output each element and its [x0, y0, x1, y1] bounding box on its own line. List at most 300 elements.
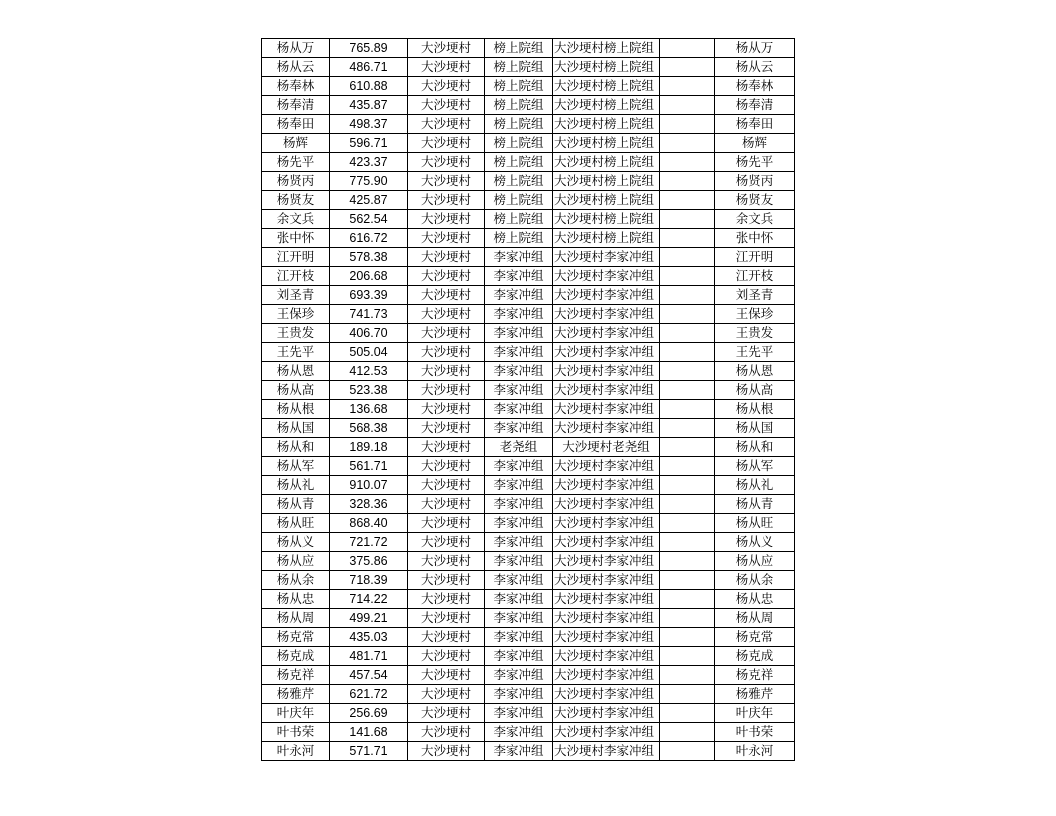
cell-name: 刘圣青 — [262, 286, 330, 305]
cell-name: 杨从义 — [262, 533, 330, 552]
cell-group: 李家冲组 — [485, 248, 553, 267]
cell-blank — [660, 400, 715, 419]
cell-blank — [660, 286, 715, 305]
cell-full-address: 大沙埂村李家冲组 — [553, 628, 660, 647]
cell-blank — [660, 647, 715, 666]
cell-village: 大沙埂村 — [408, 96, 485, 115]
cell-area: 562.54 — [330, 210, 408, 229]
cell-full-address: 大沙埂村李家冲组 — [553, 590, 660, 609]
cell-area: 596.71 — [330, 134, 408, 153]
cell-area: 765.89 — [330, 39, 408, 58]
cell-name: 杨从和 — [262, 438, 330, 457]
cell-name: 杨辉 — [262, 134, 330, 153]
table-row — [262, 476, 795, 495]
cell-blank — [660, 362, 715, 381]
cell-village: 大沙埂村 — [408, 248, 485, 267]
cell-blank — [660, 153, 715, 172]
cell-name: 叶书荣 — [262, 723, 330, 742]
cell-owner: 杨奉田 — [715, 115, 795, 134]
cell-group: 李家冲组 — [485, 742, 553, 761]
cell-owner: 叶永河 — [715, 742, 795, 761]
cell-blank — [660, 172, 715, 191]
cell-group: 榜上院组 — [485, 115, 553, 134]
cell-group: 李家冲组 — [485, 305, 553, 324]
cell-blank — [660, 267, 715, 286]
cell-village: 大沙埂村 — [408, 723, 485, 742]
cell-area: 693.39 — [330, 286, 408, 305]
cell-full-address: 大沙埂村李家冲组 — [553, 666, 660, 685]
cell-group: 榜上院组 — [485, 191, 553, 210]
cell-village: 大沙埂村 — [408, 77, 485, 96]
cell-full-address: 大沙埂村李家冲组 — [553, 476, 660, 495]
cell-name: 杨从根 — [262, 400, 330, 419]
cell-blank — [660, 96, 715, 115]
cell-full-address: 大沙埂村老尧组 — [553, 438, 660, 457]
cell-name: 张中怀 — [262, 229, 330, 248]
cell-village: 大沙埂村 — [408, 115, 485, 134]
cell-owner: 杨从忠 — [715, 590, 795, 609]
table-row — [262, 134, 795, 153]
cell-village: 大沙埂村 — [408, 457, 485, 476]
table-row — [262, 552, 795, 571]
cell-owner: 杨从余 — [715, 571, 795, 590]
cell-area: 435.03 — [330, 628, 408, 647]
cell-name: 余文兵 — [262, 210, 330, 229]
table-row — [262, 343, 795, 362]
cell-area: 718.39 — [330, 571, 408, 590]
cell-village: 大沙埂村 — [408, 343, 485, 362]
cell-blank — [660, 381, 715, 400]
cell-area: 481.71 — [330, 647, 408, 666]
table-row — [262, 210, 795, 229]
cell-name: 江开明 — [262, 248, 330, 267]
cell-area: 616.72 — [330, 229, 408, 248]
cell-village: 大沙埂村 — [408, 704, 485, 723]
cell-village: 大沙埂村 — [408, 647, 485, 666]
cell-full-address: 大沙埂村李家冲组 — [553, 381, 660, 400]
table-row — [262, 438, 795, 457]
cell-owner: 杨从应 — [715, 552, 795, 571]
cell-group: 李家冲组 — [485, 286, 553, 305]
cell-group: 李家冲组 — [485, 685, 553, 704]
cell-full-address: 大沙埂村李家冲组 — [553, 400, 660, 419]
table-row — [262, 267, 795, 286]
cell-village: 大沙埂村 — [408, 628, 485, 647]
cell-owner: 杨从礼 — [715, 476, 795, 495]
cell-area: 328.36 — [330, 495, 408, 514]
cell-owner: 杨从高 — [715, 381, 795, 400]
cell-village: 大沙埂村 — [408, 495, 485, 514]
table-row — [262, 362, 795, 381]
table-row — [262, 514, 795, 533]
cell-name: 杨从云 — [262, 58, 330, 77]
cell-owner: 刘圣青 — [715, 286, 795, 305]
cell-village: 大沙埂村 — [408, 39, 485, 58]
cell-owner: 杨从青 — [715, 495, 795, 514]
cell-area: 721.72 — [330, 533, 408, 552]
table-row — [262, 609, 795, 628]
cell-area: 435.87 — [330, 96, 408, 115]
cell-group: 李家冲组 — [485, 381, 553, 400]
cell-owner: 王先平 — [715, 343, 795, 362]
cell-blank — [660, 723, 715, 742]
cell-name: 杨从国 — [262, 419, 330, 438]
cell-blank — [660, 191, 715, 210]
cell-area: 621.72 — [330, 685, 408, 704]
cell-village: 大沙埂村 — [408, 58, 485, 77]
cell-name: 杨奉清 — [262, 96, 330, 115]
cell-area: 457.54 — [330, 666, 408, 685]
cell-full-address: 大沙埂村李家冲组 — [553, 248, 660, 267]
cell-blank — [660, 343, 715, 362]
cell-name: 叶永河 — [262, 742, 330, 761]
cell-full-address: 大沙埂村榜上院组 — [553, 115, 660, 134]
cell-owner: 杨从周 — [715, 609, 795, 628]
cell-blank — [660, 39, 715, 58]
cell-owner: 王贵发 — [715, 324, 795, 343]
cell-village: 大沙埂村 — [408, 552, 485, 571]
cell-owner: 杨奉林 — [715, 77, 795, 96]
cell-name: 杨克成 — [262, 647, 330, 666]
cell-owner: 叶庆年 — [715, 704, 795, 723]
cell-full-address: 大沙埂村榜上院组 — [553, 191, 660, 210]
table-row — [262, 419, 795, 438]
cell-owner: 杨从国 — [715, 419, 795, 438]
table-row — [262, 153, 795, 172]
cell-name: 杨克常 — [262, 628, 330, 647]
cell-blank — [660, 58, 715, 77]
cell-full-address: 大沙埂村榜上院组 — [553, 77, 660, 96]
table-row — [262, 191, 795, 210]
cell-full-address: 大沙埂村榜上院组 — [553, 96, 660, 115]
cell-full-address: 大沙埂村李家冲组 — [553, 324, 660, 343]
cell-full-address: 大沙埂村李家冲组 — [553, 362, 660, 381]
cell-group: 老尧组 — [485, 438, 553, 457]
cell-blank — [660, 210, 715, 229]
data-table — [261, 38, 795, 761]
table-row — [262, 77, 795, 96]
table-row — [262, 381, 795, 400]
cell-area: 375.86 — [330, 552, 408, 571]
cell-village: 大沙埂村 — [408, 419, 485, 438]
cell-full-address: 大沙埂村李家冲组 — [553, 457, 660, 476]
cell-name: 杨克祥 — [262, 666, 330, 685]
cell-group: 李家冲组 — [485, 476, 553, 495]
cell-owner: 杨先平 — [715, 153, 795, 172]
table-row — [262, 647, 795, 666]
cell-blank — [660, 495, 715, 514]
cell-blank — [660, 742, 715, 761]
cell-group: 李家冲组 — [485, 362, 553, 381]
table-row — [262, 305, 795, 324]
cell-area: 910.07 — [330, 476, 408, 495]
cell-village: 大沙埂村 — [408, 590, 485, 609]
cell-blank — [660, 476, 715, 495]
cell-owner: 江开明 — [715, 248, 795, 267]
cell-group: 榜上院组 — [485, 172, 553, 191]
cell-blank — [660, 248, 715, 267]
cell-owner: 杨克成 — [715, 647, 795, 666]
cell-full-address: 大沙埂村李家冲组 — [553, 742, 660, 761]
cell-group: 李家冲组 — [485, 514, 553, 533]
cell-owner: 杨从和 — [715, 438, 795, 457]
cell-owner: 张中怀 — [715, 229, 795, 248]
cell-village: 大沙埂村 — [408, 172, 485, 191]
cell-area: 189.18 — [330, 438, 408, 457]
cell-village: 大沙埂村 — [408, 685, 485, 704]
cell-group: 李家冲组 — [485, 609, 553, 628]
cell-group: 榜上院组 — [485, 229, 553, 248]
cell-full-address: 大沙埂村李家冲组 — [553, 514, 660, 533]
cell-name: 杨从高 — [262, 381, 330, 400]
cell-area: 425.87 — [330, 191, 408, 210]
cell-group: 榜上院组 — [485, 96, 553, 115]
cell-blank — [660, 552, 715, 571]
cell-owner: 杨贤丙 — [715, 172, 795, 191]
cell-name: 杨从忠 — [262, 590, 330, 609]
cell-group: 李家冲组 — [485, 647, 553, 666]
cell-owner: 王保珍 — [715, 305, 795, 324]
table-row — [262, 495, 795, 514]
cell-name: 杨奉田 — [262, 115, 330, 134]
cell-full-address: 大沙埂村李家冲组 — [553, 647, 660, 666]
cell-name: 王先平 — [262, 343, 330, 362]
cell-full-address: 大沙埂村李家冲组 — [553, 571, 660, 590]
cell-area: 578.38 — [330, 248, 408, 267]
cell-full-address: 大沙埂村榜上院组 — [553, 58, 660, 77]
cell-owner: 杨从云 — [715, 58, 795, 77]
table-row — [262, 58, 795, 77]
cell-area: 256.69 — [330, 704, 408, 723]
cell-group: 李家冲组 — [485, 343, 553, 362]
table-row — [262, 172, 795, 191]
cell-area: 741.73 — [330, 305, 408, 324]
cell-group: 李家冲组 — [485, 590, 553, 609]
table-row — [262, 666, 795, 685]
cell-full-address: 大沙埂村榜上院组 — [553, 210, 660, 229]
cell-group: 李家冲组 — [485, 666, 553, 685]
table-row — [262, 400, 795, 419]
cell-area: 498.37 — [330, 115, 408, 134]
table-row — [262, 39, 795, 58]
cell-village: 大沙埂村 — [408, 609, 485, 628]
cell-group: 榜上院组 — [485, 39, 553, 58]
cell-blank — [660, 457, 715, 476]
cell-area: 499.21 — [330, 609, 408, 628]
cell-full-address: 大沙埂村榜上院组 — [553, 39, 660, 58]
cell-group: 李家冲组 — [485, 552, 553, 571]
cell-blank — [660, 115, 715, 134]
cell-blank — [660, 324, 715, 343]
cell-village: 大沙埂村 — [408, 438, 485, 457]
cell-name: 杨雅芹 — [262, 685, 330, 704]
cell-full-address: 大沙埂村李家冲组 — [553, 609, 660, 628]
cell-blank — [660, 438, 715, 457]
cell-full-address: 大沙埂村李家冲组 — [553, 267, 660, 286]
cell-name: 杨从礼 — [262, 476, 330, 495]
cell-full-address: 大沙埂村李家冲组 — [553, 685, 660, 704]
table-row — [262, 723, 795, 742]
cell-blank — [660, 571, 715, 590]
cell-blank — [660, 590, 715, 609]
cell-full-address: 大沙埂村李家冲组 — [553, 305, 660, 324]
cell-owner: 杨克常 — [715, 628, 795, 647]
cell-blank — [660, 305, 715, 324]
cell-full-address: 大沙埂村李家冲组 — [553, 419, 660, 438]
cell-name: 杨贤丙 — [262, 172, 330, 191]
cell-owner: 杨奉清 — [715, 96, 795, 115]
table-row — [262, 742, 795, 761]
cell-group: 李家冲组 — [485, 704, 553, 723]
cell-group: 李家冲组 — [485, 457, 553, 476]
table-row — [262, 457, 795, 476]
table-row — [262, 229, 795, 248]
cell-group: 李家冲组 — [485, 400, 553, 419]
cell-village: 大沙埂村 — [408, 742, 485, 761]
cell-village: 大沙埂村 — [408, 153, 485, 172]
cell-blank — [660, 533, 715, 552]
cell-area: 505.04 — [330, 343, 408, 362]
cell-full-address: 大沙埂村李家冲组 — [553, 533, 660, 552]
cell-name: 王保珍 — [262, 305, 330, 324]
cell-full-address: 大沙埂村榜上院组 — [553, 172, 660, 191]
cell-group: 李家冲组 — [485, 533, 553, 552]
cell-village: 大沙埂村 — [408, 533, 485, 552]
cell-name: 杨奉林 — [262, 77, 330, 96]
cell-owner: 杨从恩 — [715, 362, 795, 381]
cell-full-address: 大沙埂村榜上院组 — [553, 153, 660, 172]
cell-village: 大沙埂村 — [408, 267, 485, 286]
table-row — [262, 704, 795, 723]
cell-owner: 叶书荣 — [715, 723, 795, 742]
cell-blank — [660, 685, 715, 704]
cell-full-address: 大沙埂村榜上院组 — [553, 229, 660, 248]
cell-name: 杨从余 — [262, 571, 330, 590]
cell-full-address: 大沙埂村榜上院组 — [553, 134, 660, 153]
cell-owner: 杨辉 — [715, 134, 795, 153]
cell-village: 大沙埂村 — [408, 400, 485, 419]
cell-village: 大沙埂村 — [408, 666, 485, 685]
cell-name: 江开枝 — [262, 267, 330, 286]
cell-village: 大沙埂村 — [408, 571, 485, 590]
cell-blank — [660, 77, 715, 96]
cell-village: 大沙埂村 — [408, 324, 485, 343]
cell-owner: 杨从根 — [715, 400, 795, 419]
cell-name: 杨从周 — [262, 609, 330, 628]
cell-group: 李家冲组 — [485, 495, 553, 514]
cell-owner: 余文兵 — [715, 210, 795, 229]
cell-name: 杨从万 — [262, 39, 330, 58]
cell-village: 大沙埂村 — [408, 191, 485, 210]
table-row — [262, 286, 795, 305]
cell-area: 141.68 — [330, 723, 408, 742]
cell-owner: 杨从义 — [715, 533, 795, 552]
cell-name: 杨从恩 — [262, 362, 330, 381]
cell-village: 大沙埂村 — [408, 514, 485, 533]
cell-area: 561.71 — [330, 457, 408, 476]
cell-village: 大沙埂村 — [408, 476, 485, 495]
cell-village: 大沙埂村 — [408, 362, 485, 381]
cell-group: 榜上院组 — [485, 153, 553, 172]
cell-blank — [660, 419, 715, 438]
cell-owner: 杨从万 — [715, 39, 795, 58]
cell-full-address: 大沙埂村李家冲组 — [553, 704, 660, 723]
cell-area: 523.38 — [330, 381, 408, 400]
cell-full-address: 大沙埂村李家冲组 — [553, 495, 660, 514]
cell-blank — [660, 666, 715, 685]
cell-blank — [660, 704, 715, 723]
cell-group: 李家冲组 — [485, 571, 553, 590]
table-row — [262, 590, 795, 609]
cell-area: 714.22 — [330, 590, 408, 609]
cell-village: 大沙埂村 — [408, 210, 485, 229]
cell-name: 杨贤友 — [262, 191, 330, 210]
cell-blank — [660, 514, 715, 533]
cell-area: 775.90 — [330, 172, 408, 191]
table-row — [262, 115, 795, 134]
cell-name: 杨先平 — [262, 153, 330, 172]
table-row — [262, 533, 795, 552]
table-row — [262, 685, 795, 704]
cell-village: 大沙埂村 — [408, 305, 485, 324]
cell-village: 大沙埂村 — [408, 286, 485, 305]
cell-village: 大沙埂村 — [408, 381, 485, 400]
cell-owner: 杨雅芹 — [715, 685, 795, 704]
cell-owner: 杨从军 — [715, 457, 795, 476]
cell-group: 榜上院组 — [485, 134, 553, 153]
cell-area: 571.71 — [330, 742, 408, 761]
cell-full-address: 大沙埂村李家冲组 — [553, 723, 660, 742]
cell-blank — [660, 229, 715, 248]
cell-group: 榜上院组 — [485, 210, 553, 229]
cell-name: 杨从应 — [262, 552, 330, 571]
cell-blank — [660, 628, 715, 647]
cell-blank — [660, 609, 715, 628]
cell-blank — [660, 134, 715, 153]
cell-group: 榜上院组 — [485, 77, 553, 96]
cell-full-address: 大沙埂村李家冲组 — [553, 552, 660, 571]
table-row — [262, 571, 795, 590]
cell-area: 206.68 — [330, 267, 408, 286]
table-row — [262, 324, 795, 343]
cell-owner: 杨克祥 — [715, 666, 795, 685]
cell-name: 王贵发 — [262, 324, 330, 343]
cell-area: 868.40 — [330, 514, 408, 533]
cell-group: 榜上院组 — [485, 58, 553, 77]
cell-owner: 江开枝 — [715, 267, 795, 286]
cell-name: 杨从青 — [262, 495, 330, 514]
table-row — [262, 628, 795, 647]
cell-area: 406.70 — [330, 324, 408, 343]
cell-full-address: 大沙埂村李家冲组 — [553, 286, 660, 305]
cell-area: 568.38 — [330, 419, 408, 438]
cell-name: 叶庆年 — [262, 704, 330, 723]
cell-owner: 杨贤友 — [715, 191, 795, 210]
cell-area: 412.53 — [330, 362, 408, 381]
cell-area: 486.71 — [330, 58, 408, 77]
cell-group: 李家冲组 — [485, 628, 553, 647]
table-body — [262, 39, 795, 761]
cell-village: 大沙埂村 — [408, 134, 485, 153]
cell-name: 杨从旺 — [262, 514, 330, 533]
cell-group: 李家冲组 — [485, 723, 553, 742]
cell-name: 杨从军 — [262, 457, 330, 476]
cell-group: 李家冲组 — [485, 419, 553, 438]
cell-area: 610.88 — [330, 77, 408, 96]
cell-village: 大沙埂村 — [408, 229, 485, 248]
cell-area: 423.37 — [330, 153, 408, 172]
table-row — [262, 248, 795, 267]
